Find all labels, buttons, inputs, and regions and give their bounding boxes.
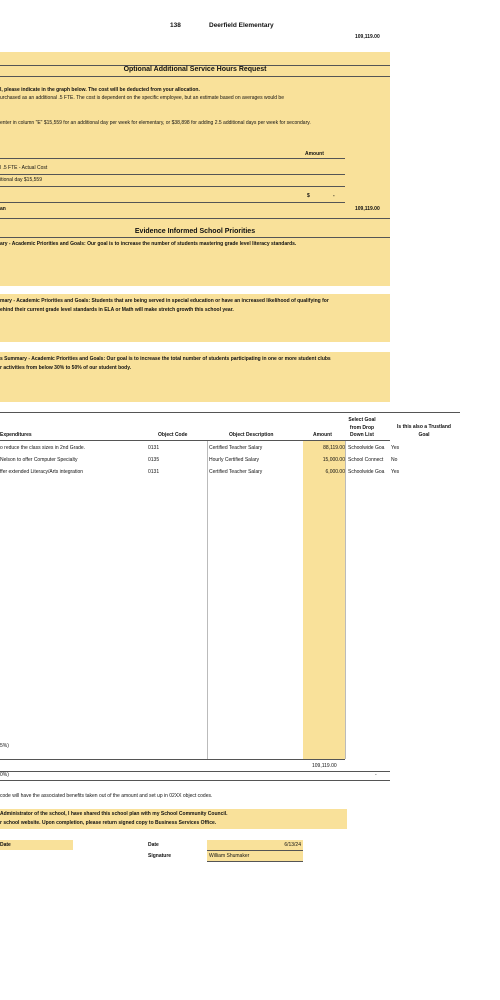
divider xyxy=(0,76,390,77)
row-1-amount: 88,119.00 xyxy=(323,445,345,451)
table-top-rule xyxy=(0,412,460,413)
row-1-description: Certified Teacher Salary xyxy=(209,445,263,451)
footnote-percent: 5%) xyxy=(0,743,9,749)
row-2-amount: 15,000.00 xyxy=(322,457,345,463)
divider xyxy=(0,237,390,238)
expenditures-total: 109,119.00 xyxy=(312,763,337,769)
column-divider xyxy=(207,441,208,759)
dollar-sign: $ xyxy=(307,193,310,199)
row-2-description: Hourly Certified Salary xyxy=(209,457,260,463)
total-rule xyxy=(0,771,390,772)
row-3-amount: 6,000.00 xyxy=(325,469,345,475)
dollar-dash: - xyxy=(333,193,335,199)
goal-header-line1: Select Goal xyxy=(348,417,376,423)
optional-hours-line3: enter in column "E" $15,559 for an additional day per week for elementary, or $38,898 for adding 2.5 additional days per week for secondary. xyxy=(0,120,311,126)
benefits-note: code will have the associated benefits taken out of the amount and set up in 02XX object codes. xyxy=(0,793,213,799)
row-2-trustland: No xyxy=(391,457,398,463)
divider xyxy=(0,174,345,175)
priority-2-line1: mary - Academic Priorities and Goals: Students that are being served in special education or have an increased likelihood of qualifying for xyxy=(0,298,329,304)
optional-hours-title: Optional Additional Service Hours Request xyxy=(123,66,267,73)
school-name: Deerfield Elementary xyxy=(209,22,274,29)
header-total: 109,119.00 xyxy=(355,34,380,40)
row-1-trustland: Yes xyxy=(391,445,400,451)
optional-hours-panel xyxy=(0,52,390,227)
plan-total: 109,119.00 xyxy=(355,206,380,212)
priority-3-line1: s Summary - Academic Priorities and Goals: Our goal is to increase the total number of students participating in one or more student clubs xyxy=(0,356,331,362)
additional-day-row: itional day $15,559 xyxy=(0,177,42,183)
amount-header: Amount xyxy=(313,432,332,438)
goal-header xyxy=(346,417,378,440)
left-label: 0%) xyxy=(0,772,9,778)
priority-3-line2: r activities from below 30% to 50% of our student body. xyxy=(0,365,132,371)
signature-value: William Shumaker xyxy=(209,853,250,859)
row-1-expenditure: o reduce the class sizes in 2nd Grade. xyxy=(0,445,86,451)
row-3-expenditure: ffer extended Literacy/Arts integration xyxy=(0,469,84,475)
table-bottom-rule xyxy=(0,759,345,760)
school-number: 138 xyxy=(170,22,181,29)
row-1-goal: Schoolwide Goa xyxy=(348,445,385,451)
total-dash: - xyxy=(375,772,377,778)
row-3-code: 0131 xyxy=(148,469,160,475)
divider xyxy=(0,158,345,159)
goal-header-line3: Down List xyxy=(350,432,374,438)
row-2-goal: School Connect xyxy=(348,457,384,463)
total-rule-2 xyxy=(0,780,390,781)
divider xyxy=(0,186,345,187)
priority-2-line2: ehind their current grade level standards in ELA or Math will make stretch growth this school year. xyxy=(0,307,234,313)
date-label: Date xyxy=(148,842,159,848)
expenditures-header: Expenditures xyxy=(0,432,32,438)
object-code-header: Object Code xyxy=(158,432,188,438)
row-2-expenditure: Nelson to offer Computer Specialty xyxy=(0,457,78,463)
divider xyxy=(0,202,345,203)
priorities-title: Evidence Informed School Priorities xyxy=(134,228,256,235)
row-3-trustland: Yes xyxy=(391,469,400,475)
trustland-header-line2: Goal xyxy=(418,431,430,438)
date-left-label: Date xyxy=(0,842,11,848)
row-1-code: 0131 xyxy=(148,445,160,451)
column-divider xyxy=(345,441,346,759)
optional-hours-line1: l, please indicate in the graph below. The cost will be deducted from your allocation. xyxy=(0,87,200,93)
divider xyxy=(0,218,390,219)
amount-column xyxy=(303,441,345,759)
plan-label: an xyxy=(0,206,6,212)
admin-line-2: r school website. Upon completion, please return signed copy to Business Services Office. xyxy=(0,820,217,826)
trustland-header xyxy=(388,424,460,439)
row-3-description: Certified Teacher Salary xyxy=(209,469,263,475)
goal-header-line2: from Drop xyxy=(349,424,375,431)
row-2-code: 0135 xyxy=(148,457,160,463)
optional-hours-line2: urchased as an additional .5 FTE. The cost is dependent on the specific employee, but an estimate based on averages would be xyxy=(0,95,284,101)
signature-label: Signature xyxy=(148,853,172,859)
date-value: 6/13/24 xyxy=(284,842,301,848)
object-description-header: Object Description xyxy=(229,432,274,438)
amount-header: Amount xyxy=(305,151,324,157)
trustland-header-line1: Is this also a Trustland xyxy=(397,424,451,430)
priority-1: ary - Academic Priorities and Goals: Our goal is to increase the number of students mastering grade level literacy standards. xyxy=(0,241,297,247)
admin-line-1: Administrator of the school, I have shared this school plan with my School Community Council. xyxy=(0,811,228,817)
row-3-goal: Schoolwide Goa xyxy=(348,469,385,475)
fte-row: l .5 FTE - Actual Cost xyxy=(0,165,48,171)
